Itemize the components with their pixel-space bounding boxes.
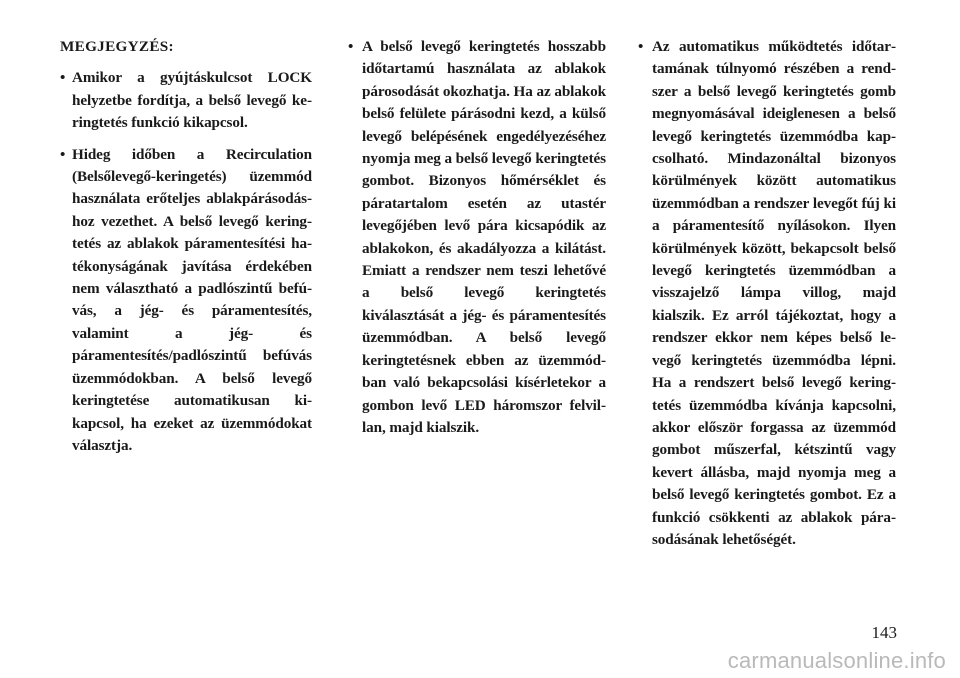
bullet-text: Az automatikus működtetés időtartamának túlnyomó részében a rendszer a belső levegő keringtetés gomb megnyomásával ideiglenesen a belső levegő keringtetés üzemmódba kapcsolható. Mindazonáltal bizonyos körülmények között automatikus üzemmódban a rendszer levegőt fúj ki a páramentesítő nyílásokon. Ilyen körülmények között, bekapcsolt belső levegő keringtetés üzemmódban a visszajelző lámpa villog, majd kialszik. Ez arról tájékoztat, hogy a rendszer ekkor nem képes belső levegő keringtetés üzemmódba lépni. Ha a rendszert belső levegő keringtetés üzemmódba kívánja kapcsolni, akkor először forgassa az üzemmód gombot műszerfal, kétszintű vagy kevert állásba, majd nyomja meg a belső levegő keringtetés gombot. Ez a funkció csökkenti az ablakok párasodásának lehetőségét. (652, 38, 896, 548)
bullet-text: A belső levegő keringtetés hosszabb időtartamú használata az ablakok párosodását okozhatja. Ha az ablakok belső felülete párásodni kezd, a külső levegő belépésének engedélyezéséhez nyomja meg a belső levegő keringtetés gombot. Bizonyos hőmérséklet és páratartalom esetén az utastér levegőjében levő pára kicsapódik az ablakokon, és akadályozza a kilátást. Emiatt a rendszer nem teszi lehetővé a belső levegő keringtetés kiválasztását a jég- és páramentesítés üzemmódban. A belső levegő keringtetésnek ebben az üzemmódban való bekapcsolási kísérletekor a gombon levő LED háromszor felvillan, majd kialszik. (362, 38, 606, 436)
middle-column (348, 36, 606, 448)
bullet-item (348, 36, 606, 439)
watermark-logo: carmanualsonline.info (727, 648, 946, 673)
bullet-dot: • (60, 145, 66, 163)
bullet-item (60, 67, 312, 134)
bullet-text: Amikor a gyújtáskulcsot LOCK helyzetbe fordítja, a belső levegő keringtetés funkció kikapcsol. (72, 69, 312, 132)
note-heading: MEGJEGYZÉS: (60, 38, 174, 55)
page-number: 143 (871, 623, 897, 642)
bullet-dot: • (60, 69, 66, 87)
bullet-text: Hideg időben a Recirculation (Belsőlevegő-keringetés) üzemmód használata erőteljes ablakpárásodáshoz vezethet. A belső levegő keringtetés az ablakok páramentesítési hatékonyságának javítása érdekében nem választható a padlószintű befúvás, a jég- és páramentesítés, valamint a jég- és páramentesítés/padlószintű befúvás üzemmódokban. A belső levegő keringtetése automatikusan kikapcsol, ha ezeket az üzemmódokat választja. (72, 145, 312, 454)
right-column (638, 36, 896, 560)
bullet-dot: • (638, 38, 644, 55)
bullet-item (638, 36, 896, 551)
bullet-dot: • (348, 38, 354, 55)
left-column (60, 36, 312, 466)
bullet-item (60, 144, 312, 458)
